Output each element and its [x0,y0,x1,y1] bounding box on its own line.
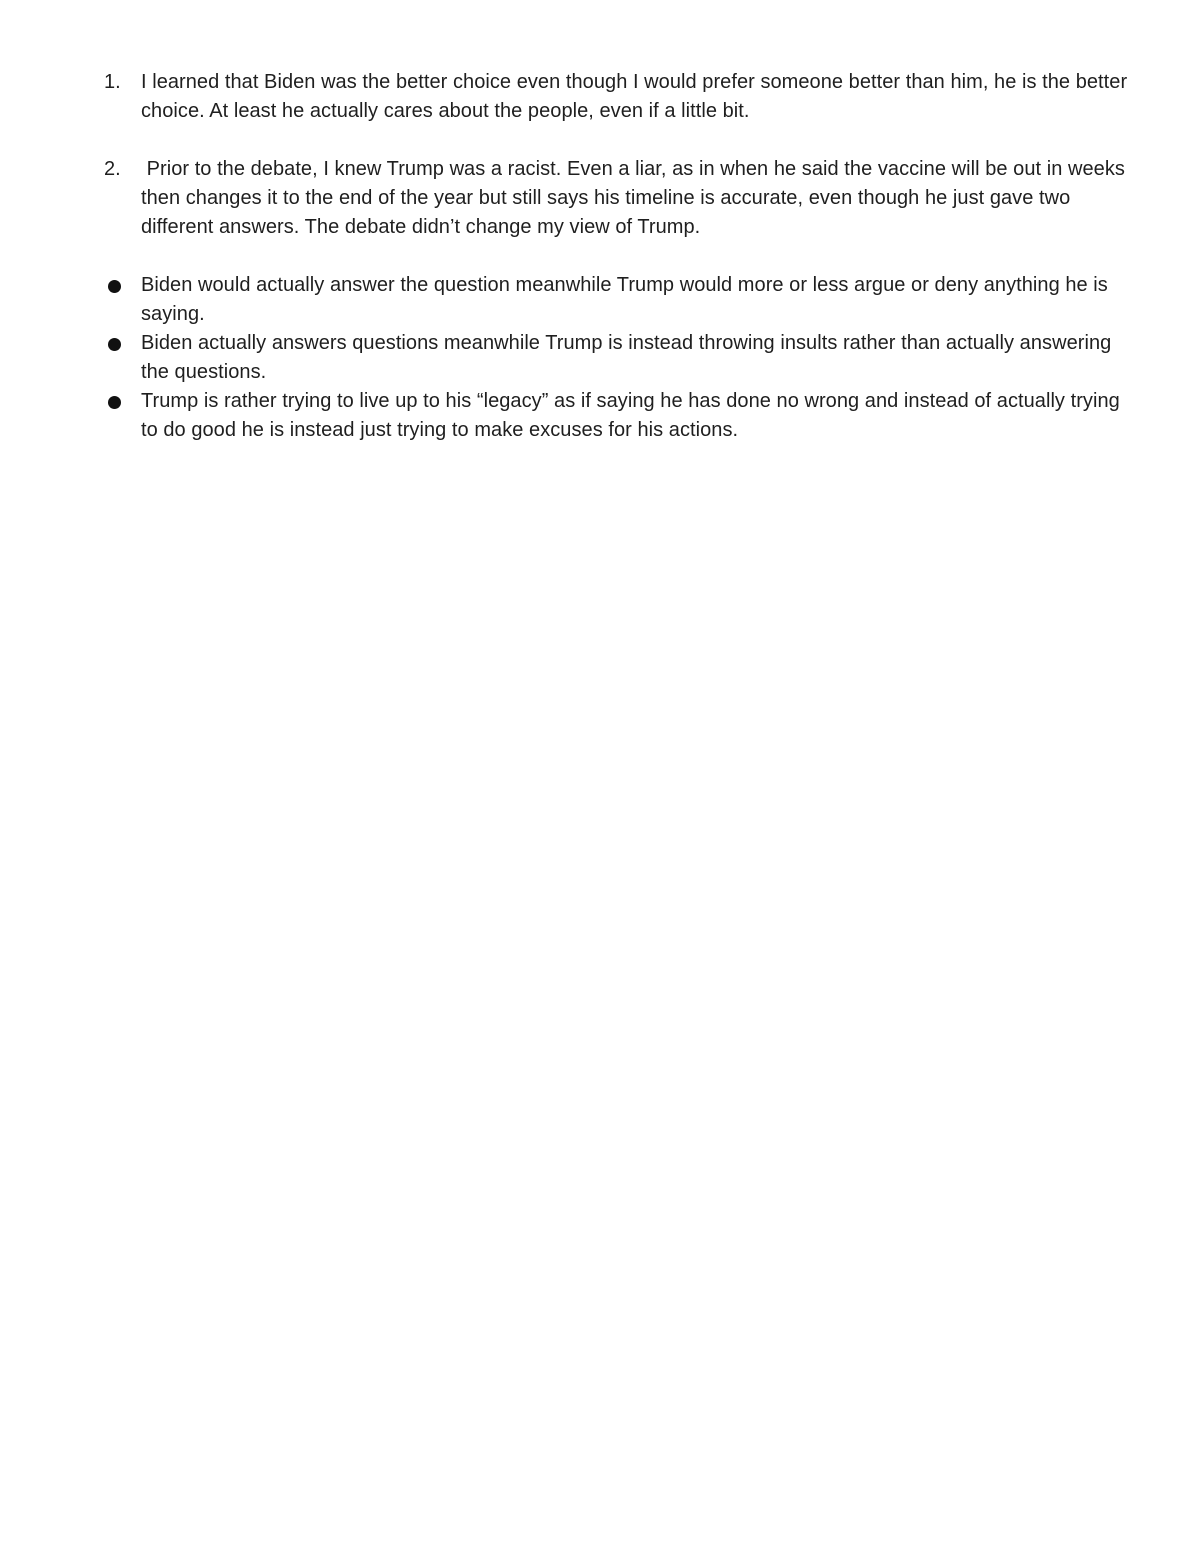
bullet-dot-icon [108,338,121,351]
bullet-list-item [104,387,1134,445]
bullet-list-item [104,271,1134,329]
document-body [104,68,1134,445]
bullet-list-item [104,329,1134,387]
numbered-list-item [104,68,1134,126]
list-item-text: I learned that Biden was the better choice even though I would prefer someone better than him, he is the better choice. At least he actually cares about the people, even if a little bit. [141,71,1128,122]
bullet-list [104,271,1134,445]
list-item-text: Biden would actually answer the question meanwhile Trump would more or less argue or deny anything he is saying. [141,274,1108,325]
bullet-dot-icon [108,396,121,409]
bullet-dot-icon [108,280,121,293]
list-item-text: Trump is rather trying to live up to his “legacy” as if saying he has done no wrong and instead of actually trying to do good he is instead just trying to make excuses for his actions. [141,390,1120,441]
list-item-text: Prior to the debate, I knew Trump was a racist. Even a liar, as in when he said the vaccine will be out in weeks then changes it to the end of the year but still says his timeline is accurate, even though he just gave two different answers. The debate didn’t change my view of Trump. [141,158,1131,238]
list-number: 2. [104,158,121,180]
list-item-text: Biden actually answers questions meanwhile Trump is instead throwing insults rather than actually answering the questions. [141,332,1112,383]
numbered-list-item [104,155,1134,242]
list-number: 1. [104,71,121,93]
